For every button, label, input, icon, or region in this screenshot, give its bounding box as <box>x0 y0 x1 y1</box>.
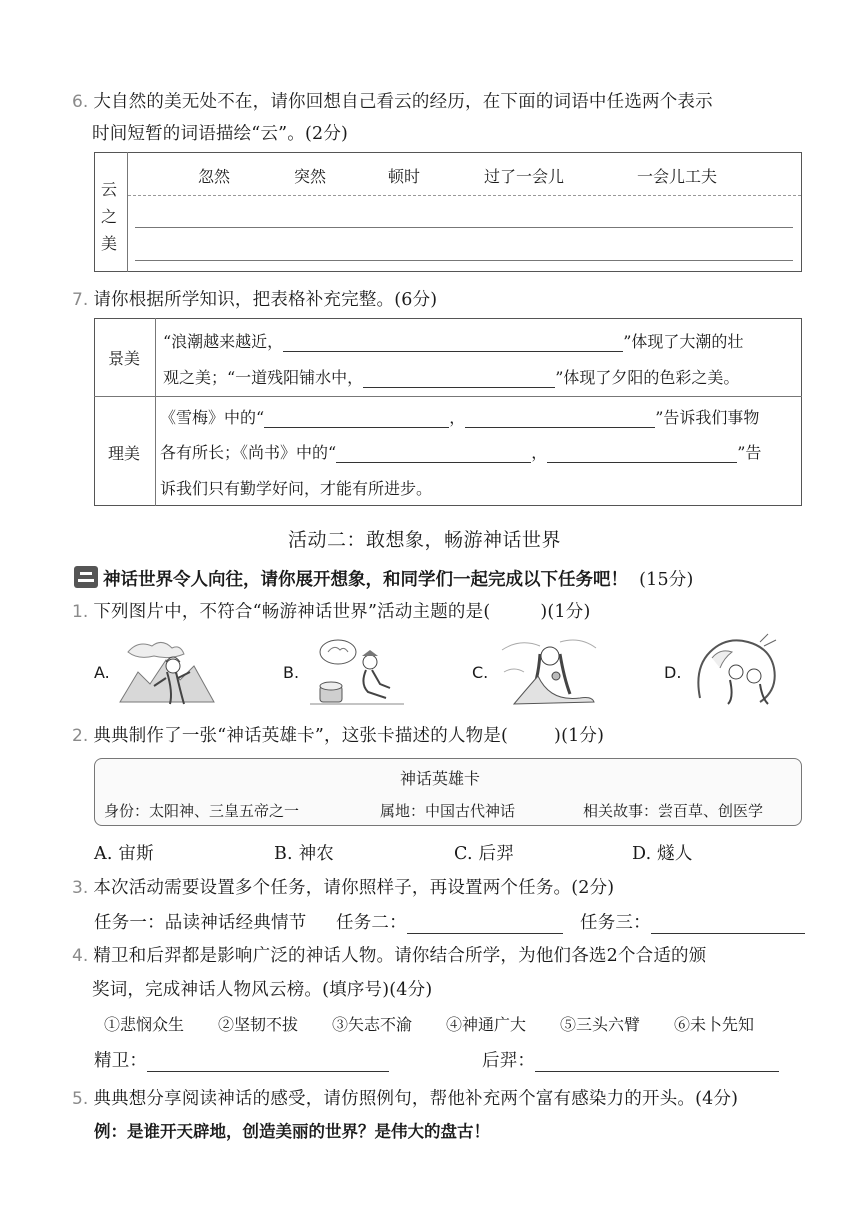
question-text: 典典制作了一张“神话英雄卡”，这张卡描述的人物是( <box>93 726 509 746</box>
word-option: 突然 <box>294 167 327 186</box>
scenery-label: 景美 <box>108 349 141 368</box>
option-c-label[interactable]: C. <box>472 663 489 682</box>
q7-prompt <box>72 286 437 311</box>
question-text: 典典想分享阅读神话的感受，请仿照例句，帮他补充两个富有感染力的开头。(4分) <box>93 1089 739 1109</box>
question-text: 大自然的美无处不在，请你回想自己看云的经历，在下面的词语中任选两个表示 <box>93 92 713 112</box>
fill-blank[interactable] <box>336 444 531 463</box>
s1-prompt <box>72 598 590 623</box>
fill-blank[interactable] <box>283 333 623 352</box>
example-sentence: 例：是谁开天辟地，创造美丽的世界？是伟大的盘古！ <box>94 1122 490 1141</box>
fill-blank[interactable] <box>407 915 563 934</box>
word-option: 忽然 <box>198 167 231 186</box>
answer-label: 后羿： <box>482 1051 536 1071</box>
s4-prompt <box>72 942 706 967</box>
award-option: ③矢志不渝 <box>332 1015 413 1034</box>
hero-card-title: 神话英雄卡 <box>400 769 481 788</box>
text: ”体现了大潮的壮 <box>623 332 744 351</box>
task-two <box>336 909 563 934</box>
text: ”体现了夕阳的色彩之美。 <box>555 368 740 387</box>
badge-stroke <box>80 572 92 575</box>
question-text: )(1分) <box>554 726 605 746</box>
answer-line[interactable] <box>135 260 793 261</box>
fill-blank[interactable] <box>147 1053 389 1072</box>
text: 各有所长；《尚书》中的“ <box>160 443 337 462</box>
award-option: ④神通广大 <box>446 1015 527 1034</box>
s3-prompt <box>72 874 614 899</box>
question-text: 本次活动需要设置多个任务，请你照样子，再设置两个任务。(2分) <box>93 878 615 898</box>
text: ， <box>449 408 466 427</box>
section-score: (15分) <box>639 570 694 590</box>
question-number: 5. <box>72 1089 89 1109</box>
tree-stump-farmer-illustration <box>308 632 406 708</box>
question-number: 1. <box>72 602 89 622</box>
question-number: 2. <box>72 726 89 746</box>
row1-line2 <box>163 365 739 388</box>
q6-prompt <box>72 88 713 113</box>
question-number: 6. <box>72 92 89 112</box>
badge-stroke <box>78 579 94 582</box>
question-text: 下列图片中，不符合“畅游神话世界”活动主题的是( <box>93 602 491 622</box>
houyi-answer <box>482 1047 779 1072</box>
question-number: 3. <box>72 878 89 898</box>
reason-label: 理美 <box>108 444 141 463</box>
cloud-beauty-label <box>101 176 117 257</box>
section-text: 神话世界令人向往，请你展开想象，和同学们一起完成以下任务吧！ <box>103 570 628 590</box>
word-option: 过了一会儿 <box>484 167 565 186</box>
fill-blank[interactable] <box>535 1053 779 1072</box>
goddess-illustration <box>500 632 598 708</box>
choice-d[interactable]: D. 燧人 <box>632 844 693 864</box>
option-d-label[interactable]: D. <box>664 663 682 682</box>
task-label: 任务三： <box>580 913 651 933</box>
fill-blank[interactable] <box>465 409 655 428</box>
choice-b[interactable]: B. 神农 <box>274 844 334 864</box>
option-a-label[interactable]: A. <box>94 663 110 682</box>
award-option: ②坚韧不拔 <box>218 1015 299 1034</box>
question-text: )(1分) <box>540 602 591 622</box>
fill-blank[interactable] <box>547 444 737 463</box>
option-b-label[interactable]: B. <box>283 663 300 682</box>
section-two-badge-icon <box>74 566 98 588</box>
label-char: 美 <box>101 234 118 253</box>
answer-label: 精卫： <box>94 1051 148 1071</box>
divider <box>94 396 802 397</box>
divider <box>128 195 801 196</box>
choice-a[interactable]: A. 宙斯 <box>94 844 154 864</box>
text: “浪潮越来越近， <box>163 332 284 351</box>
question-number: 4. <box>72 946 89 966</box>
choice-c[interactable]: C. 后羿 <box>454 844 514 864</box>
hero-card-origin: 属地：中国古代神话 <box>380 802 516 820</box>
divider <box>127 152 128 272</box>
question-text: 精卫和后羿都是影响广泛的神话人物。请你结合所学，为他们各选2个合适的颁 <box>93 946 707 966</box>
question-text-cont: 时间短暂的词语描绘“云”。(2分) <box>92 124 349 144</box>
award-option: ⑥未卜先知 <box>674 1015 755 1034</box>
award-option: ⑤三头六臂 <box>560 1015 641 1034</box>
text: ”告诉我们事物 <box>655 408 760 427</box>
text: 《雪梅》中的“ <box>160 408 265 427</box>
award-option: ①悲悯众生 <box>104 1015 185 1034</box>
mountain-giant-illustration <box>118 632 216 708</box>
row2-line2 <box>160 440 761 463</box>
row2-line1 <box>160 405 759 428</box>
row2-line3: 诉我们只有勤学好问，才能有所进步。 <box>160 479 433 498</box>
dragon-figures-illustration <box>690 628 786 708</box>
text: ”告 <box>737 443 762 462</box>
fill-blank[interactable] <box>264 409 449 428</box>
divider <box>155 318 156 506</box>
task-label: 任务二： <box>336 913 407 933</box>
word-option: 一会儿工夫 <box>637 167 718 186</box>
row1-line1 <box>163 329 743 352</box>
fill-blank[interactable] <box>363 369 555 388</box>
hero-card-stories: 相关故事：尝百草、创医学 <box>583 802 764 820</box>
question-text-cont: 奖词，完成神话人物风云榜。(填序号)(4分) <box>92 980 433 1000</box>
task-one: 任务一：品读神话经典情节 <box>94 913 307 933</box>
text: ， <box>531 443 548 462</box>
label-char: 云 <box>101 180 118 199</box>
s5-prompt <box>72 1085 738 1110</box>
question-number: 7. <box>72 290 89 310</box>
text: 观之美；“一道残阳铺水中， <box>163 368 364 387</box>
jingwei-answer <box>94 1047 389 1072</box>
section-heading <box>103 566 694 591</box>
activity-title: 活动二：敢想象，畅游神话世界 <box>288 529 562 551</box>
task-three <box>580 909 805 934</box>
answer-line[interactable] <box>135 227 793 228</box>
fill-blank[interactable] <box>651 915 805 934</box>
hero-card-identity: 身份：太阳神、三皇五帝之一 <box>104 802 300 820</box>
label-char: 之 <box>101 207 118 226</box>
s2-prompt <box>72 722 604 747</box>
question-text: 请你根据所学知识，把表格补充完整。(6分) <box>93 290 438 310</box>
word-option: 顿时 <box>388 167 421 186</box>
